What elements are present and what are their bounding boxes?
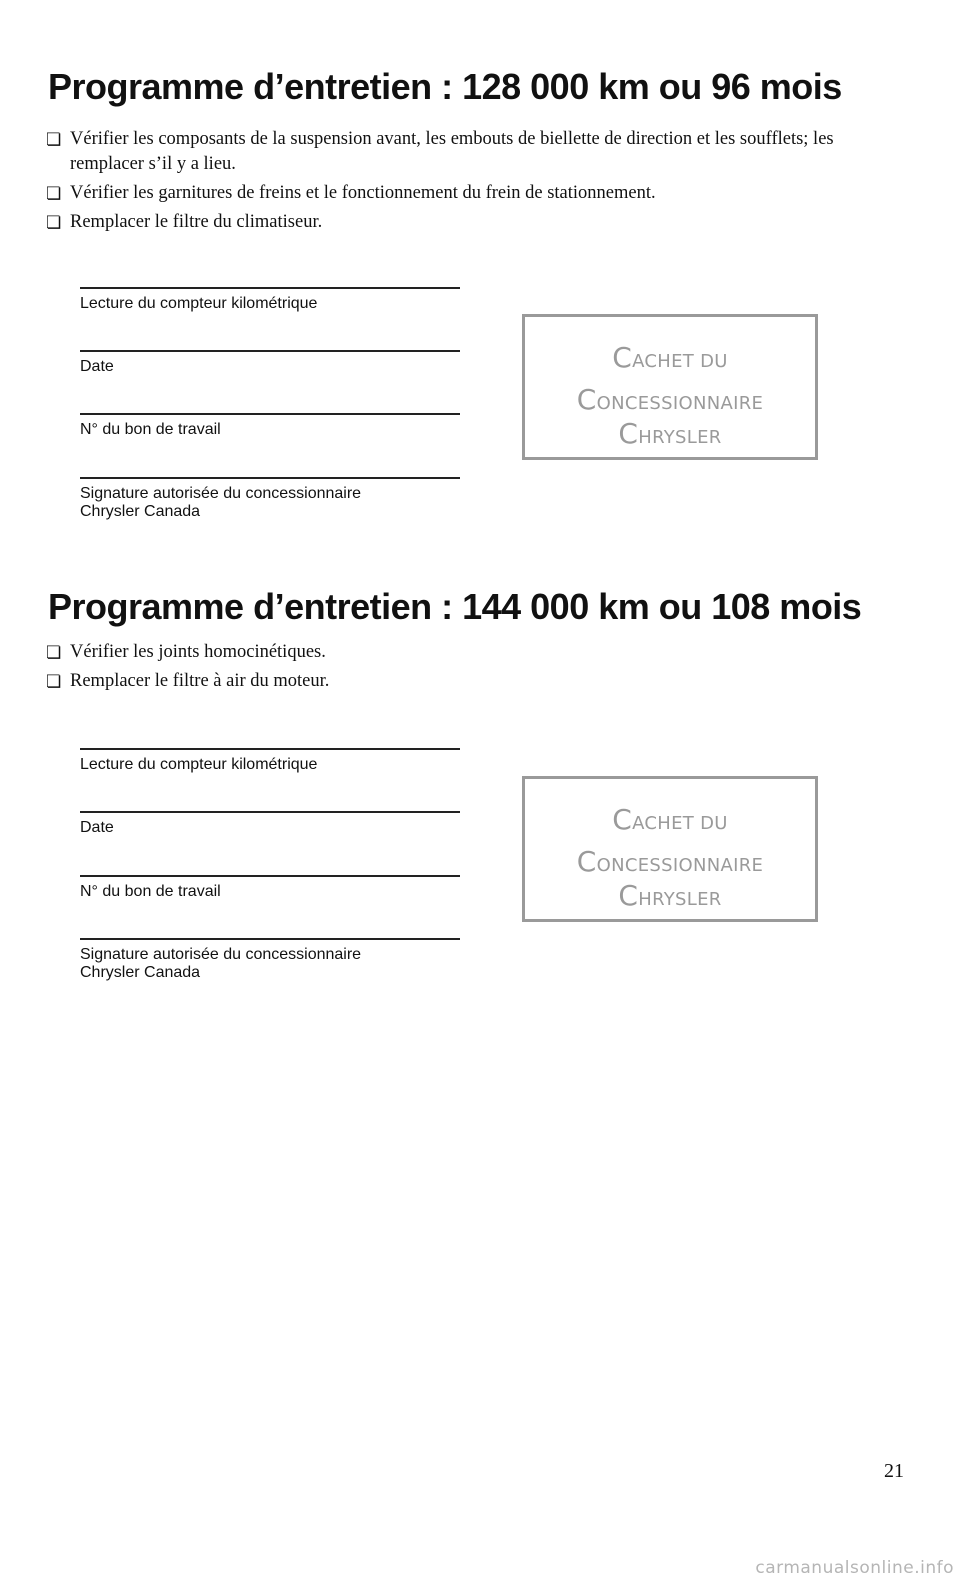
date-field[interactable]	[80, 811, 460, 837]
field-label: Signature autorisée du concessionnaire Chrysler Canada	[80, 946, 362, 981]
section-title: Programme d’entretien : 128 000 km ou 96 mois	[48, 66, 842, 107]
dealer-stamp-box	[522, 314, 818, 460]
work-order-field[interactable]	[80, 875, 460, 901]
dealer-signature-field[interactable]	[80, 477, 460, 521]
signature-line	[80, 477, 460, 479]
signature-line	[80, 350, 460, 352]
date-field[interactable]	[80, 350, 460, 376]
odometer-field[interactable]	[80, 287, 460, 313]
work-order-field[interactable]	[80, 413, 460, 439]
field-label: N° du bon de travail	[80, 883, 221, 900]
signature-line	[80, 938, 460, 940]
task-text: Vérifier les joints homocinétiques.	[70, 642, 326, 662]
stamp-text: CACHET DU	[612, 341, 728, 374]
stamp-text: CHRYSLER	[618, 879, 722, 912]
field-label: Lecture du compteur kilométrique	[80, 756, 318, 773]
task-item	[46, 640, 876, 665]
signature-line	[80, 811, 460, 813]
task-text: Vérifier les garnitures de freins et le fonctionnement du frein de stationnement.	[70, 183, 656, 203]
section-title: Programme d’entretien : 144 000 km ou 108 mois	[48, 586, 862, 627]
site-watermark: carmanualsonline.info	[755, 1558, 954, 1578]
dealer-stamp-box	[522, 776, 818, 922]
task-list	[46, 640, 876, 698]
signature-line	[80, 287, 460, 289]
checkbox-icon[interactable]: ❏	[46, 672, 62, 692]
page-number: 21	[884, 1460, 904, 1482]
signature-line	[80, 875, 460, 877]
task-text: Remplacer le filtre à air du moteur.	[70, 671, 330, 691]
checkbox-icon[interactable]: ❏	[46, 213, 62, 233]
task-item	[46, 210, 876, 235]
task-item	[46, 669, 876, 694]
task-text: Vérifier les composants de la suspension avant, les embouts de biellette de direction et les soufflets; les remplacer s’il y a lieu.	[70, 129, 834, 174]
field-label: Signature autorisée du concessionnaire Chrysler Canada	[80, 485, 362, 520]
dealer-signature-field[interactable]	[80, 938, 460, 982]
checkbox-icon[interactable]: ❏	[46, 643, 62, 663]
task-list	[46, 127, 876, 239]
signature-line	[80, 413, 460, 415]
field-label: Date	[80, 819, 114, 836]
odometer-field[interactable]	[80, 748, 460, 774]
field-label: Date	[80, 358, 114, 375]
field-label: Lecture du compteur kilométrique	[80, 295, 318, 312]
stamp-text: CONCESSIONNAIRE	[576, 845, 764, 878]
task-text: Remplacer le filtre du climatiseur.	[70, 212, 323, 232]
checkbox-icon[interactable]: ❏	[46, 184, 62, 204]
stamp-text: CACHET DU	[612, 803, 728, 836]
checkbox-icon[interactable]: ❏	[46, 130, 62, 150]
stamp-text: CHRYSLER	[618, 417, 722, 450]
task-item	[46, 181, 876, 206]
stamp-text: CONCESSIONNAIRE	[576, 383, 764, 416]
signature-line	[80, 748, 460, 750]
task-item	[46, 127, 876, 177]
field-label: N° du bon de travail	[80, 421, 221, 438]
